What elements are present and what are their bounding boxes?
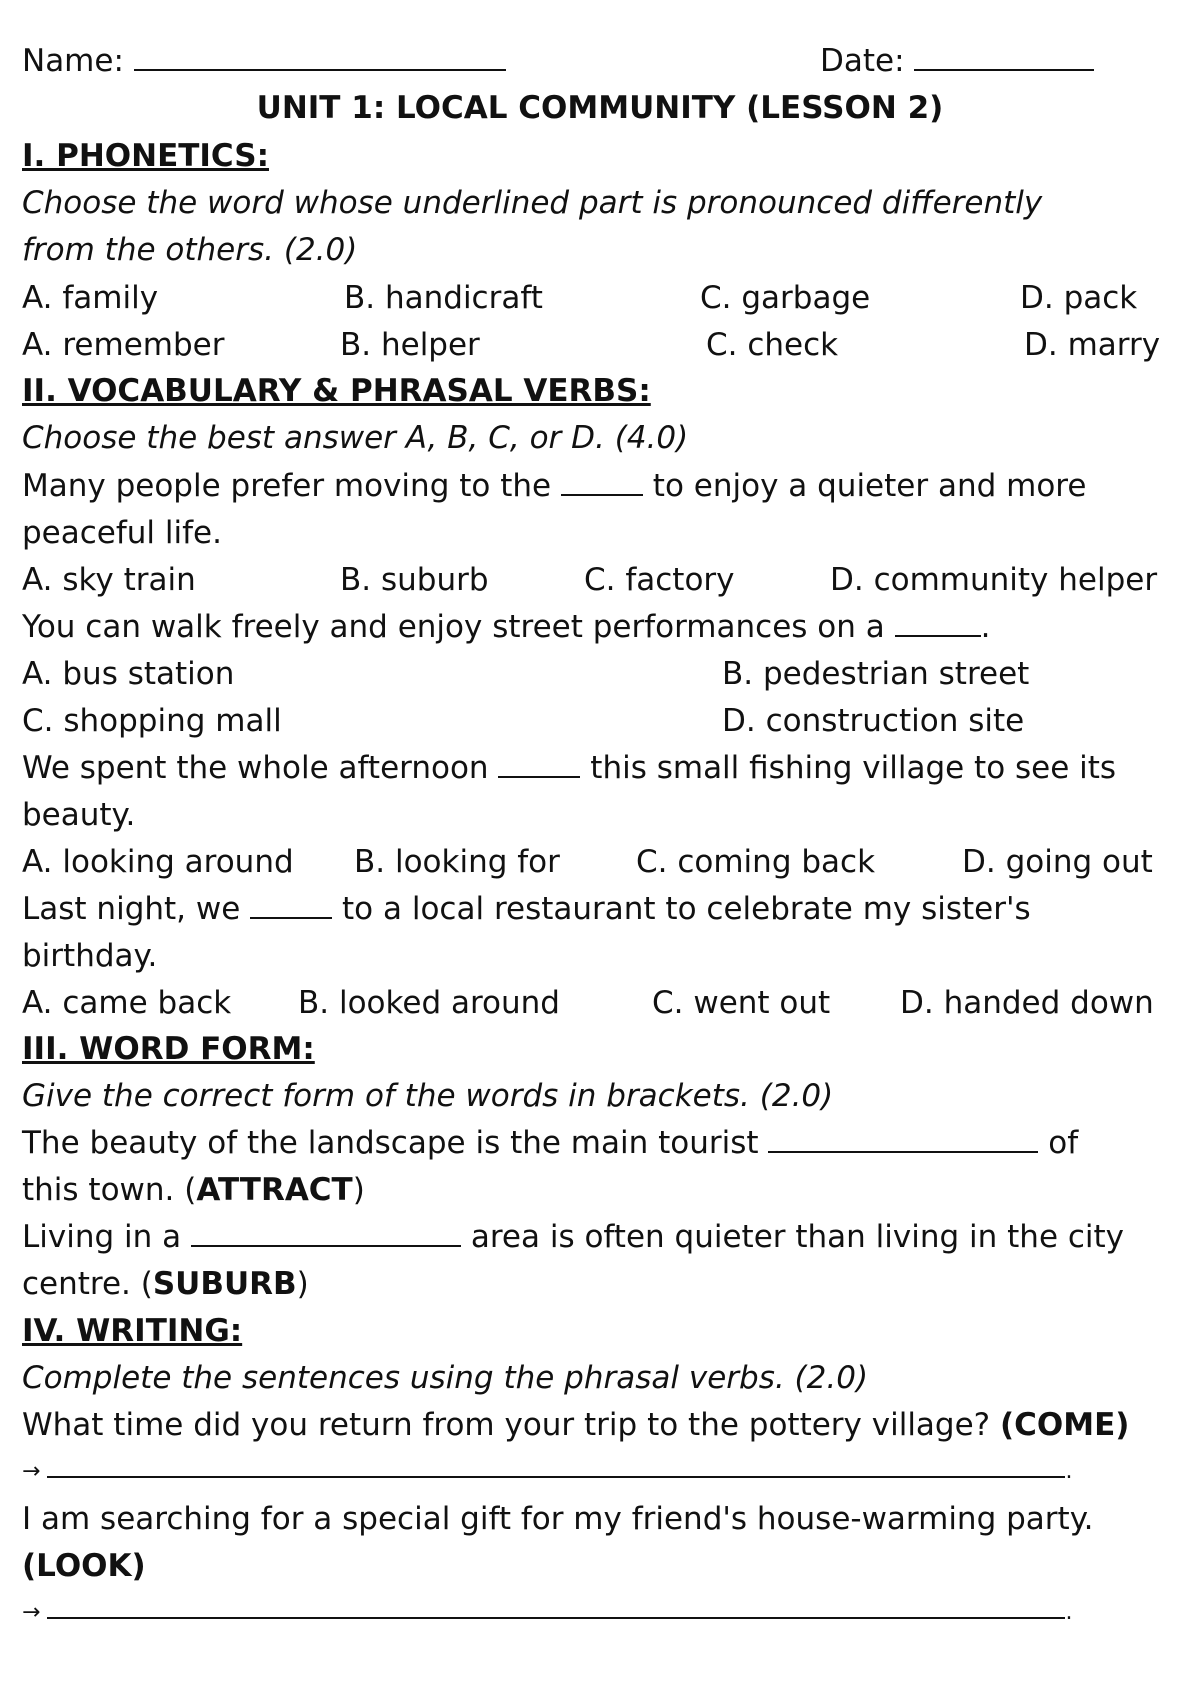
writing-q2-answer-line <box>22 1590 1072 1636</box>
option-c[interactable]: C. shopping mall <box>22 703 282 739</box>
option-b[interactable]: B. looking for <box>354 844 560 880</box>
writing-q1-stem <box>22 1402 1129 1448</box>
vocab-q1-stem-cont: peaceful life. <box>22 515 222 551</box>
date-line <box>820 38 1094 84</box>
name-field[interactable] <box>134 43 506 71</box>
option-a[interactable]: A. came back <box>22 985 232 1021</box>
stem-text: Many people prefer moving to the <box>22 468 552 504</box>
option-d[interactable]: D. pack <box>1020 280 1138 316</box>
writing-q2-keyword: (LOOK) <box>22 1548 146 1584</box>
option-c[interactable]: C. factory <box>584 562 735 598</box>
option-d[interactable]: D. going out <box>962 844 1153 880</box>
stem-text: The beauty of the landscape is the main tourist <box>22 1125 759 1161</box>
section-heading-vocabulary: II. VOCABULARY & PHRASAL VERBS: <box>22 373 651 409</box>
answer-blank[interactable] <box>561 468 643 496</box>
stem-text: We spent the whole afternoon <box>22 750 489 786</box>
stem-text: ) <box>296 1266 309 1302</box>
option-a[interactable]: A. sky train <box>22 562 196 598</box>
writing-q2-stem: I am searching for a special gift for my friend's house-warming party. <box>22 1501 1094 1537</box>
answer-blank[interactable] <box>895 609 981 637</box>
option-d[interactable]: D. construction site <box>722 703 1025 739</box>
stem-text: to enjoy a quieter and more <box>652 468 1087 504</box>
stem-text: of <box>1048 1125 1079 1161</box>
stem-text: this town. ( <box>22 1172 197 1208</box>
vocab-q4-stem <box>22 886 1031 932</box>
stem-text: You can walk freely and enjoy street performances on a <box>22 609 885 645</box>
stem-text: centre. ( <box>22 1266 153 1302</box>
option-a[interactable]: A. looking around <box>22 844 294 880</box>
vocab-q3-stem-cont: beauty. <box>22 797 136 833</box>
writing-instruction: Complete the sentences using the phrasal verbs. (2.0) <box>22 1360 869 1396</box>
date-label: Date: <box>820 43 905 79</box>
stem-text: this small fishing village to see its <box>590 750 1117 786</box>
option-c[interactable]: C. garbage <box>700 280 871 316</box>
stem-text: Living in a <box>22 1219 182 1255</box>
stem-text: to a local restaurant to celebrate my sister's <box>342 891 1031 927</box>
section-heading-phonetics: I. PHONETICS: <box>22 138 269 174</box>
arrow-icon: → <box>22 1459 41 1484</box>
option-b[interactable]: B. pedestrian street <box>722 656 1030 692</box>
option-c[interactable]: C. went out <box>652 985 831 1021</box>
option-b[interactable]: B. suburb <box>340 562 489 598</box>
page-title: UNIT 1: LOCAL COMMUNITY (LESSON 2) <box>256 90 944 126</box>
word-form-q1-stem-cont <box>22 1167 365 1213</box>
option-d[interactable]: D. community helper <box>830 562 1158 598</box>
option-c[interactable]: C. coming back <box>636 844 876 880</box>
word-form-instruction: Give the correct form of the words in brackets. (2.0) <box>22 1078 834 1114</box>
option-b[interactable]: B. handicraft <box>344 280 543 316</box>
vocab-q1-stem <box>22 463 1086 509</box>
answer-blank[interactable] <box>47 1601 1065 1619</box>
name-label: Name: <box>22 43 124 79</box>
answer-blank[interactable] <box>250 891 332 919</box>
keyword: ATTRACT <box>196 1172 353 1208</box>
option-d[interactable]: D. handed down <box>900 985 1154 1021</box>
word-form-q2-stem <box>22 1214 1124 1260</box>
stem-text: Last night, we <box>22 891 241 927</box>
stem-text: ) <box>352 1172 365 1208</box>
vocab-q3-stem <box>22 745 1116 791</box>
option-a[interactable]: A. bus station <box>22 656 235 692</box>
option-b[interactable]: B. looked around <box>298 985 560 1021</box>
vocab-q2-stem <box>22 604 990 650</box>
option-b[interactable]: B. helper <box>340 327 480 363</box>
vocab-q4-stem-cont: birthday. <box>22 938 158 974</box>
option-a[interactable]: A. family <box>22 280 159 316</box>
answer-blank[interactable] <box>498 750 580 778</box>
period: . <box>1065 1600 1073 1625</box>
option-d[interactable]: D. marry <box>1024 327 1161 363</box>
option-c[interactable]: C. check <box>706 327 839 363</box>
section-heading-word-form: III. WORD FORM: <box>22 1031 315 1067</box>
name-line <box>22 38 506 84</box>
section-heading-writing: IV. WRITING: <box>22 1313 243 1349</box>
phonetics-instruction-line1: Choose the word whose underlined part is pronounced differently <box>22 185 1043 221</box>
period: . <box>1065 1459 1073 1484</box>
date-field[interactable] <box>914 43 1094 71</box>
word-form-q2-stem-cont <box>22 1261 309 1307</box>
stem-text: . <box>980 609 991 645</box>
keyword: (COME) <box>1000 1407 1130 1443</box>
keyword: SUBURB <box>152 1266 297 1302</box>
answer-blank[interactable] <box>191 1219 461 1247</box>
writing-q1-answer-line <box>22 1449 1072 1495</box>
answer-blank[interactable] <box>47 1460 1065 1478</box>
word-form-q1-stem <box>22 1120 1078 1166</box>
vocabulary-instruction: Choose the best answer A, B, C, or D. (4.0) <box>22 420 689 456</box>
phonetics-instruction-line2: from the others. (2.0) <box>22 232 358 268</box>
stem-text: What time did you return from your trip to the pottery village? <box>22 1407 991 1443</box>
stem-text: area is often quieter than living in the city <box>470 1219 1125 1255</box>
arrow-icon: → <box>22 1600 41 1625</box>
option-a[interactable]: A. remember <box>22 327 225 363</box>
answer-blank[interactable] <box>768 1125 1038 1153</box>
